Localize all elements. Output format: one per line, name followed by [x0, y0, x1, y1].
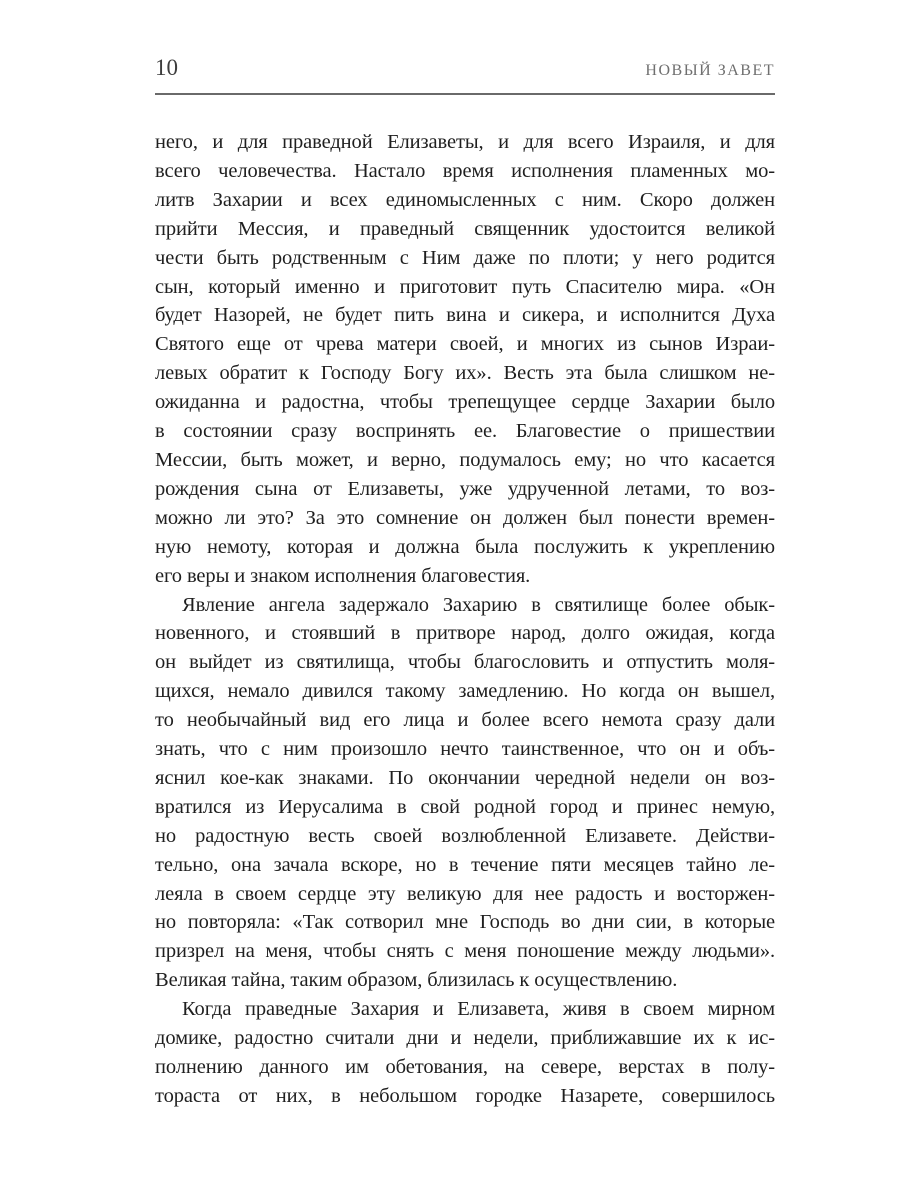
text-line: Мессии, быть может, и верно, подумалось ему; но что касается	[155, 448, 775, 471]
text-line: щихся, немало дивился такому замедлению. Но когда он вышел,	[155, 680, 775, 703]
text-line: леяла в своем сердце эту великую для нее радость и восторжен-	[155, 882, 775, 905]
text-line: домике, радостно считали дни и недели, приближавшие их к ис-	[155, 1027, 775, 1050]
text-line: но повторяла: «Так сотворил мне Господь во дни сии, в которые	[155, 911, 775, 934]
text-line: всего человечества. Настало время исполнения пламенных мо-	[155, 159, 775, 182]
paragraph	[155, 128, 775, 591]
text-line: будет Назорей, не будет пить вина и сикера, и исполнится Духа	[155, 304, 775, 327]
text-line: полнению данного им обетования, на севере, верстах в полу-	[155, 1056, 775, 1078]
paragraph	[155, 995, 775, 1111]
text-line: прийти Мессия, и праведный священник удостоится великой	[155, 217, 775, 240]
running-title: НОВЫЙ ЗАВЕТ	[645, 62, 775, 79]
text-line: вратился из Иерусалима в свой родной город и принес немую,	[155, 795, 775, 818]
text-line: него, и для праведной Елизаветы, и для всего Израиля, и для	[155, 131, 775, 153]
text-line: ожиданна и радостна, чтобы трепещущее сердце Захарии было	[155, 391, 775, 414]
text-line: ную немоту, которая и должна была послужить к укреплению	[155, 535, 775, 558]
text-line: но радостную весть своей возлюбленной Елизавете. Действи-	[155, 824, 775, 847]
text-line: яснил кое-как знаками. По окончании чередной недели он воз-	[155, 766, 775, 789]
text-line: его веры и знаком исполнения благовестия.	[155, 564, 531, 587]
text-line: Великая тайна, таким образом, близилась к осуществлению.	[155, 969, 678, 992]
text-line: то необычайный вид его лица и более всего немота сразу дали	[155, 709, 775, 732]
header-rule	[155, 93, 775, 95]
page-header	[155, 56, 775, 79]
text-line: он выйдет из святилища, чтобы благословить и отпустить моля-	[155, 651, 775, 674]
text-line: тораста от них, в небольшом городке Назарете, совершилось	[155, 1084, 775, 1107]
text-line: Святого еще от чрева матери своей, и многих из сынов Израи-	[155, 333, 775, 356]
text-line: тельно, она зачала вскоре, но в течение пяти месяцев тайно ле-	[155, 853, 775, 876]
text-line: Когда праведные Захария и Елизавета, живя в своем мирном	[182, 998, 775, 1021]
text-line: чести быть родственным с Ним даже по плоти; у него родится	[155, 246, 775, 269]
text-line: левых обратит к Господу Богу их». Весть эта была слишком не-	[155, 362, 775, 385]
page-body	[155, 128, 775, 1111]
text-line: сын, который именно и приготовит путь Спасителю мира. «Он	[155, 275, 775, 298]
text-line: призрел на меня, чтобы снять с меня поношение между людьми».	[155, 940, 775, 963]
text-line: можно ли это? За это сомнение он должен был понести времен-	[155, 506, 775, 529]
text-line: знать, что с ним произошло нечто таинственное, что он и объ-	[155, 738, 775, 761]
text-line: новенного, и стоявший в притворе народ, долго ожидая, когда	[155, 622, 775, 645]
text-line: Явление ангела задержало Захарию в святилище более обык-	[182, 593, 775, 616]
page-number: 10	[155, 55, 178, 80]
text-line: литв Захарии и всех единомысленных с ним. Скоро должен	[155, 188, 775, 211]
text-line: в состоянии сразу воспринять ее. Благовестие о пришествии	[155, 420, 775, 443]
text-line: рождения сына от Елизаветы, уже удрученной летами, то воз-	[155, 477, 775, 500]
paragraph	[155, 591, 775, 996]
